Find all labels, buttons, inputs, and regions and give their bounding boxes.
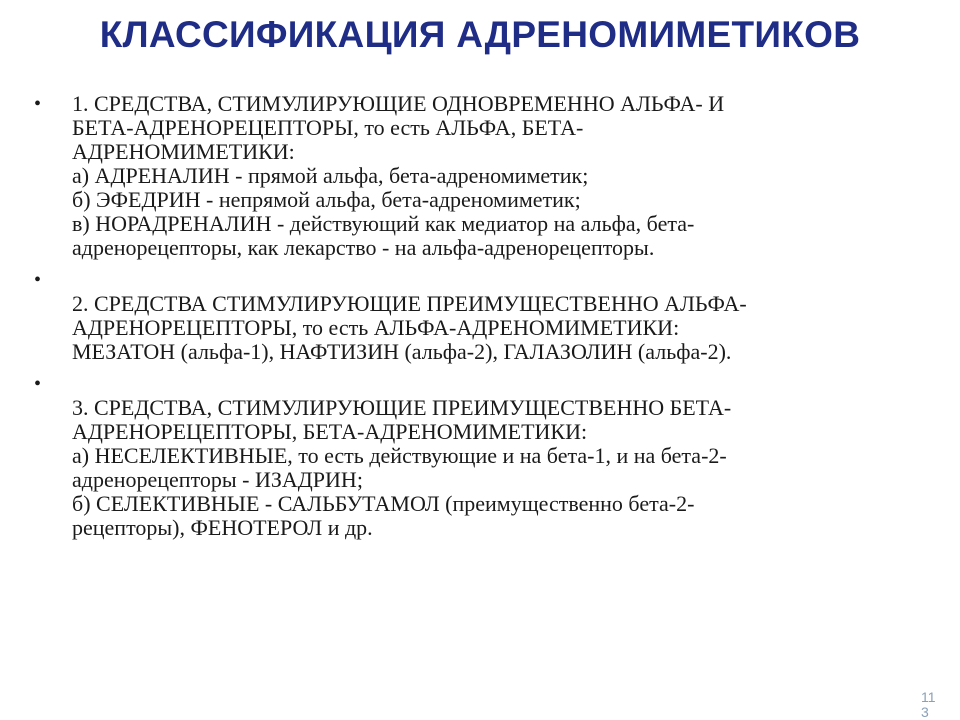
bullet-icon: • xyxy=(34,93,42,115)
bullet-line: в) НОРАДРЕНАЛИН - действующий как медиатор на альфа, бета- xyxy=(72,211,695,236)
bullet-line: б) ЭФЕДРИН - непрямой альфа, бета-адреномиметик; xyxy=(72,187,581,212)
slide-title: КЛАССИФИКАЦИЯ АДРЕНОМИМЕТИКОВ xyxy=(99,14,861,55)
bullet-list xyxy=(30,92,910,548)
bullet-item xyxy=(30,268,910,364)
bullet-line: МЕЗАТОН (альфа-1), НАФТИЗИН (альфа-2), ГАЛАЗОЛИН (альфа-2). xyxy=(72,339,732,364)
bullet-line: рецепторы), ФЕНОТЕРОЛ и др. xyxy=(72,515,373,540)
bullet-line: б) СЕЛЕКТИВНЫЕ - САЛЬБУТАМОЛ (преимущественно бета-2- xyxy=(72,491,695,516)
bullet-line: АДРЕНОРЕЦЕПТОРЫ, то есть АЛЬФА-АДРЕНОМИМЕТИКИ: xyxy=(72,315,680,340)
bullet-line xyxy=(72,268,910,292)
bullet-line: адренорецепторы, как лекарство - на альфа-адренорецепторы. xyxy=(72,235,655,260)
bullet-line: 3. СРЕДСТВА, СТИМУЛИРУЮЩИЕ ПРЕИМУЩЕСТВЕННО БЕТА- xyxy=(72,395,732,420)
page-number: 113 xyxy=(921,689,936,720)
bullet-item xyxy=(30,92,910,260)
bullet-line: БЕТА-АДРЕНОРЕЦЕПТОРЫ, то есть АЛЬФА, БЕТА- xyxy=(72,115,584,140)
bullet-line: адренорецепторы - ИЗАДРИН; xyxy=(72,467,363,492)
bullet-icon: • xyxy=(34,269,42,291)
bullet-icon: • xyxy=(34,373,42,395)
bullet-line: а) НЕСЕЛЕКТИВНЫЕ, то есть действующие и на бета-1, и на бета-2- xyxy=(72,443,727,468)
bullet-line: а) АДРЕНАЛИН - прямой альфа, бета-адреномиметик; xyxy=(72,163,589,188)
bullet-line: АДРЕНОМИМЕТИКИ: xyxy=(72,139,295,164)
bullet-line: 1. СРЕДСТВА, СТИМУЛИРУЮЩИЕ ОДНОВРЕМЕННО АЛЬФА- И xyxy=(72,91,725,116)
bullet-line: 2. СРЕДСТВА СТИМУЛИРУЮЩИЕ ПРЕИМУЩЕСТВЕННО АЛЬФА- xyxy=(72,291,747,316)
bullet-line: АДРЕНОРЕЦЕПТОРЫ, БЕТА-АДРЕНОМИМЕТИКИ: xyxy=(72,419,588,444)
bullet-line xyxy=(72,372,910,396)
bullet-item xyxy=(30,372,910,540)
